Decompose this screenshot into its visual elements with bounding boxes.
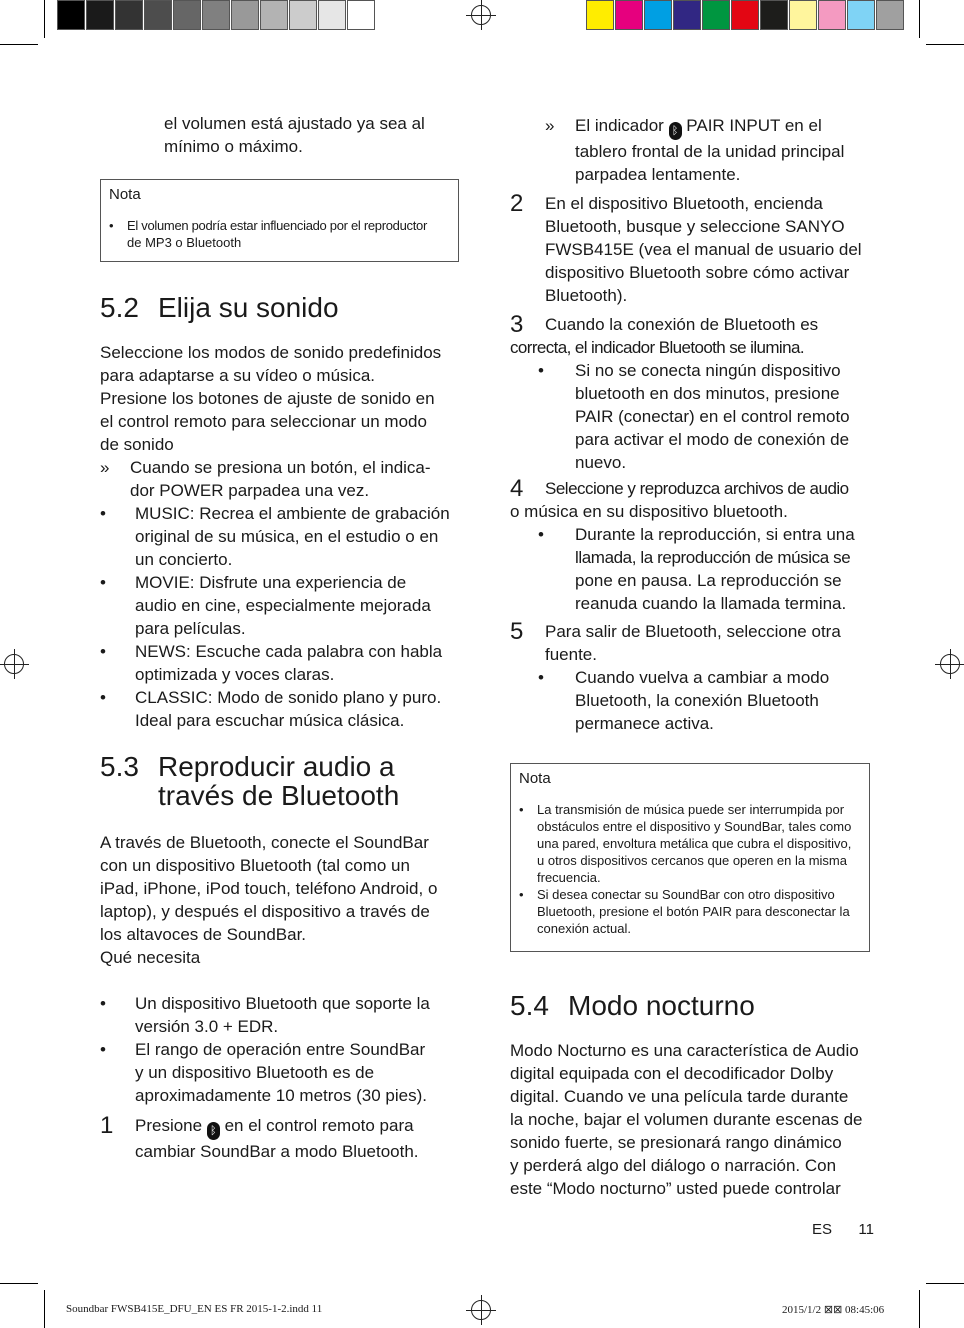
registration-mark-left — [4, 654, 24, 674]
bullet-mark: • — [100, 994, 106, 1013]
text-line: Si no se conecta ningún dispositivo — [575, 361, 841, 380]
note-bullet — [519, 886, 861, 937]
text-line: PAIR (conectar) en el control remoto — [575, 407, 850, 426]
color-swatch — [231, 0, 259, 30]
step-5 — [510, 620, 870, 666]
bullet-mark: • — [538, 668, 544, 687]
left-column — [100, 112, 460, 1163]
text-line: sonido fuerte, se presionará rango dinámico — [510, 1133, 842, 1152]
section-heading-5-2 — [100, 293, 460, 323]
color-swatch — [347, 0, 375, 30]
text-line: Bluetooth, busque y seleccione SANYO — [545, 217, 845, 236]
bullet-mark: • — [519, 887, 524, 902]
bullet-mark: • — [100, 504, 106, 523]
step-3 — [510, 313, 870, 359]
text-line: de sonido — [100, 435, 174, 454]
section-heading-5-3 — [100, 752, 460, 810]
text-line: conexión actual. — [537, 921, 631, 936]
step-number: 5 — [510, 618, 524, 645]
list-item — [100, 1038, 460, 1107]
color-swatch — [318, 0, 346, 30]
color-swatch — [115, 0, 143, 30]
text-line: digital equipada con el decodificador Dolby — [510, 1064, 834, 1083]
section-title: Modo nocturno — [568, 990, 755, 1021]
list-item — [100, 992, 460, 1038]
bullet-mark: • — [100, 1040, 106, 1059]
text-line: reanuda cuando la llamada termina. — [575, 594, 847, 613]
note-box — [510, 763, 870, 952]
text-line: la noche, bajar el volumen durante escenas de — [510, 1110, 863, 1129]
color-swatch — [789, 0, 817, 30]
crop-mark — [919, 1290, 920, 1328]
text-line: este “Modo nocturno” usted puede controlar — [510, 1179, 841, 1198]
bullet-mark: • — [519, 802, 524, 817]
text-line: MOVIE: Disfrute una experiencia de — [135, 573, 407, 592]
registration-mark-bottom — [471, 1300, 491, 1320]
paragraph — [100, 831, 460, 969]
text-line: u otros dispositivos cercanos que operen en la misma — [537, 853, 847, 868]
text-line: y un dispositivo Bluetooth es de — [135, 1063, 375, 1082]
text-line: aproximadamente 10 metros (30 pies). — [135, 1086, 427, 1105]
text-line: el control remoto para seleccionar un modo — [100, 412, 427, 431]
text-line: con un dispositivo Bluetooth (tal como un — [100, 856, 410, 875]
note-bullet — [109, 217, 450, 251]
color-swatch — [818, 0, 846, 30]
note-box — [100, 179, 459, 262]
text-line: llamada, la reproducción de música se — [575, 548, 851, 567]
text-line: El volumen podría estar influenciado por el reproductor — [127, 218, 428, 233]
text-line: un concierto. — [135, 550, 233, 569]
crop-mark — [919, 0, 920, 38]
text-line: permanece activa. — [575, 714, 714, 733]
text-line: para adaptarse a su vídeo o música. — [100, 366, 375, 385]
text-line: Qué necesita — [100, 948, 201, 967]
text-line: Bluetooth, presione el botón PAIR para desconectar la — [537, 904, 850, 919]
color-swatch — [673, 0, 701, 30]
section-title: Elija su sonido — [158, 292, 339, 323]
text-line: Bluetooth). — [545, 286, 628, 305]
raquo-mark: » — [545, 116, 555, 135]
text-line: original de su música, en el estudio o en — [135, 527, 439, 546]
text-line: los altavoces de SoundBar. — [100, 925, 307, 944]
text-line: La transmisión de música puede ser interrumpida por — [537, 802, 845, 817]
text-line: Para salir de Bluetooth, seleccione otra — [545, 622, 841, 641]
color-swatch — [876, 0, 904, 30]
text-line: de MP3 o Bluetooth — [127, 235, 242, 250]
color-swatch — [731, 0, 759, 30]
bullet-mark: • — [100, 573, 106, 592]
text-line: Cuando la conexión de Bluetooth es — [545, 315, 819, 334]
text-fragment: El indicador — [575, 116, 664, 135]
bluetooth-icon: ᛒ — [207, 1122, 220, 1140]
crop-mark — [44, 0, 45, 38]
paragraph — [100, 341, 460, 456]
text-line: Durante la reproducción, si entra una — [575, 525, 855, 544]
step-1 — [100, 1114, 460, 1163]
text-fragment: Presione — [135, 1116, 203, 1135]
section-number: 5.2 — [100, 292, 139, 323]
color-swatch — [760, 0, 788, 30]
text-line: Ideal para escuchar música clásica. — [135, 711, 405, 730]
section-title: Reproducir audio a — [158, 751, 395, 782]
list-item — [503, 523, 870, 615]
color-swatch — [202, 0, 230, 30]
bullet-mark: • — [100, 688, 106, 707]
crop-mark — [44, 1290, 45, 1328]
color-bar — [586, 0, 905, 30]
step-number: 3 — [510, 311, 524, 338]
text-line: Presione los botones de ajuste de sonido en — [100, 389, 435, 408]
section-number: 5.3 — [100, 751, 139, 782]
text-line: Seleccione y reproduzca archivos de audio — [545, 479, 849, 498]
raquo-mark: » — [100, 458, 110, 477]
text-line: para películas. — [135, 619, 246, 638]
color-swatch — [586, 0, 614, 30]
text-line: laptop), y después el dispositivo a través de — [100, 902, 430, 921]
text-line: optimizada y voces claras. — [135, 665, 335, 684]
text-line: y perderá algo del diálogo o narración. Con — [510, 1156, 837, 1175]
text-line: digital. Cuando ve una película tarde durante — [510, 1087, 849, 1106]
text-line: bluetooth en dos minutos, presione — [575, 384, 840, 403]
footer-file-slug: Soundbar FWSB415E_DFU_EN ES FR 2015-1-2.indd 11 — [66, 1303, 323, 1315]
color-swatch — [702, 0, 730, 30]
section-heading-5-4 — [510, 991, 870, 1021]
text-line: una pared, envoltura metálica que cubra el dispositivo, — [537, 836, 852, 851]
text-line: Si desea conectar su SoundBar con otro dispositivo — [537, 887, 835, 902]
text-line: parpadea lentamente. — [575, 165, 741, 184]
text-line: En el dispositivo Bluetooth, encienda — [545, 194, 823, 213]
text-line: nuevo. — [575, 453, 627, 472]
text-line: Modo Nocturno es una característica de Audio — [510, 1041, 859, 1060]
page-language: ES — [812, 1221, 833, 1238]
grayscale-bar — [57, 0, 376, 30]
text-line: A través de Bluetooth, conecte el SoundBar — [100, 833, 429, 852]
list-item — [100, 502, 460, 571]
step-4 — [510, 477, 870, 523]
text-line: correcta, el indicador Bluetooth se ilumina. — [510, 338, 804, 357]
text-line: obstáculos entre el dispositivo y SoundBar, tales como — [537, 819, 852, 834]
step-number: 1 — [100, 1112, 114, 1139]
text-line: FWSB415E (vea el manual de usuario del — [545, 240, 862, 259]
list-item — [100, 686, 460, 732]
crop-mark — [926, 1283, 964, 1284]
list-item — [503, 666, 870, 735]
text-line: Seleccione los modos de sonido predefinidos — [100, 343, 442, 362]
text-line: tablero frontal de la unidad principal — [575, 142, 845, 161]
bluetooth-icon: ᛒ — [669, 122, 682, 140]
text-line: mínimo o máximo. — [164, 137, 303, 156]
color-swatch — [144, 0, 172, 30]
note-title: Nota — [109, 186, 141, 203]
text-line: cambiar SoundBar a modo Bluetooth. — [135, 1142, 419, 1161]
sub-note — [100, 456, 460, 502]
bullet-mark: • — [538, 525, 544, 544]
step-2 — [510, 192, 870, 307]
text-line: CLASSIC: Modo de sonido plano y puro. — [135, 688, 442, 707]
text-line: frecuencia. — [537, 870, 601, 885]
intro-text — [100, 112, 460, 158]
color-swatch — [173, 0, 201, 30]
text-line: pone en pausa. La reproducción se — [575, 571, 842, 590]
list-item — [503, 359, 870, 474]
color-swatch — [57, 0, 85, 30]
text-line: fuente. — [545, 645, 597, 664]
text-line: o música en su dispositivo bluetooth. — [510, 502, 788, 521]
text-line: el volumen está ajustado ya sea al — [164, 114, 425, 133]
text-line: audio en cine, especialmente mejorada — [135, 596, 431, 615]
paragraph — [510, 1039, 870, 1200]
note-bullet — [519, 801, 861, 886]
text-line: Bluetooth, la conexión Bluetooth — [575, 691, 819, 710]
color-swatch — [847, 0, 875, 30]
color-swatch — [86, 0, 114, 30]
text-line: dor POWER parpadea una vez. — [130, 481, 370, 500]
bullet-mark: • — [109, 218, 114, 233]
text-line: MUSIC: Recrea el ambiente de grabación — [135, 504, 450, 523]
color-swatch — [289, 0, 317, 30]
page-number — [812, 1221, 874, 1238]
registration-mark-top — [471, 5, 491, 25]
step-number: 4 — [510, 475, 524, 502]
footer-date-slug: 2015/1/2 ⊠⊠ 08:45:06 — [782, 1304, 885, 1316]
section-number: 5.4 — [510, 990, 549, 1021]
text-line: NEWS: Escuche cada palabra con habla — [135, 642, 443, 661]
step-number: 2 — [510, 190, 524, 217]
color-swatch — [260, 0, 288, 30]
registration-mark-right — [940, 654, 960, 674]
bullet-mark: • — [538, 361, 544, 380]
color-swatch — [644, 0, 672, 30]
bullet-mark: • — [100, 642, 106, 661]
crop-mark — [0, 44, 38, 45]
sub-note — [510, 114, 870, 186]
list-item — [100, 571, 460, 640]
crop-mark — [926, 44, 964, 45]
page-number-value: 11 — [858, 1221, 874, 1238]
crop-mark — [0, 1283, 38, 1284]
list-item — [100, 640, 460, 686]
text-line: versión 3.0 + EDR. — [135, 1017, 279, 1036]
text-fragment: en el control remoto para — [224, 1116, 414, 1135]
text-line: dispositivo Bluetooth sobre cómo activar — [545, 263, 850, 282]
text-line: El rango de operación entre SoundBar — [135, 1040, 426, 1059]
text-line: iPad, iPhone, iPod touch, teléfono Android, o — [100, 879, 438, 898]
right-column — [510, 114, 870, 1200]
text-line: para activar el modo de conexión de — [575, 430, 850, 449]
note-title: Nota — [519, 770, 551, 787]
color-swatch — [615, 0, 643, 30]
text-line: Cuando vuelva a cambiar a modo — [575, 668, 830, 687]
text-line: Cuando se presiona un botón, el indica- — [130, 458, 431, 477]
section-title: través de Bluetooth — [158, 780, 400, 811]
text-fragment: PAIR INPUT en el — [686, 116, 822, 135]
text-line: Un dispositivo Bluetooth que soporte la — [135, 994, 430, 1013]
